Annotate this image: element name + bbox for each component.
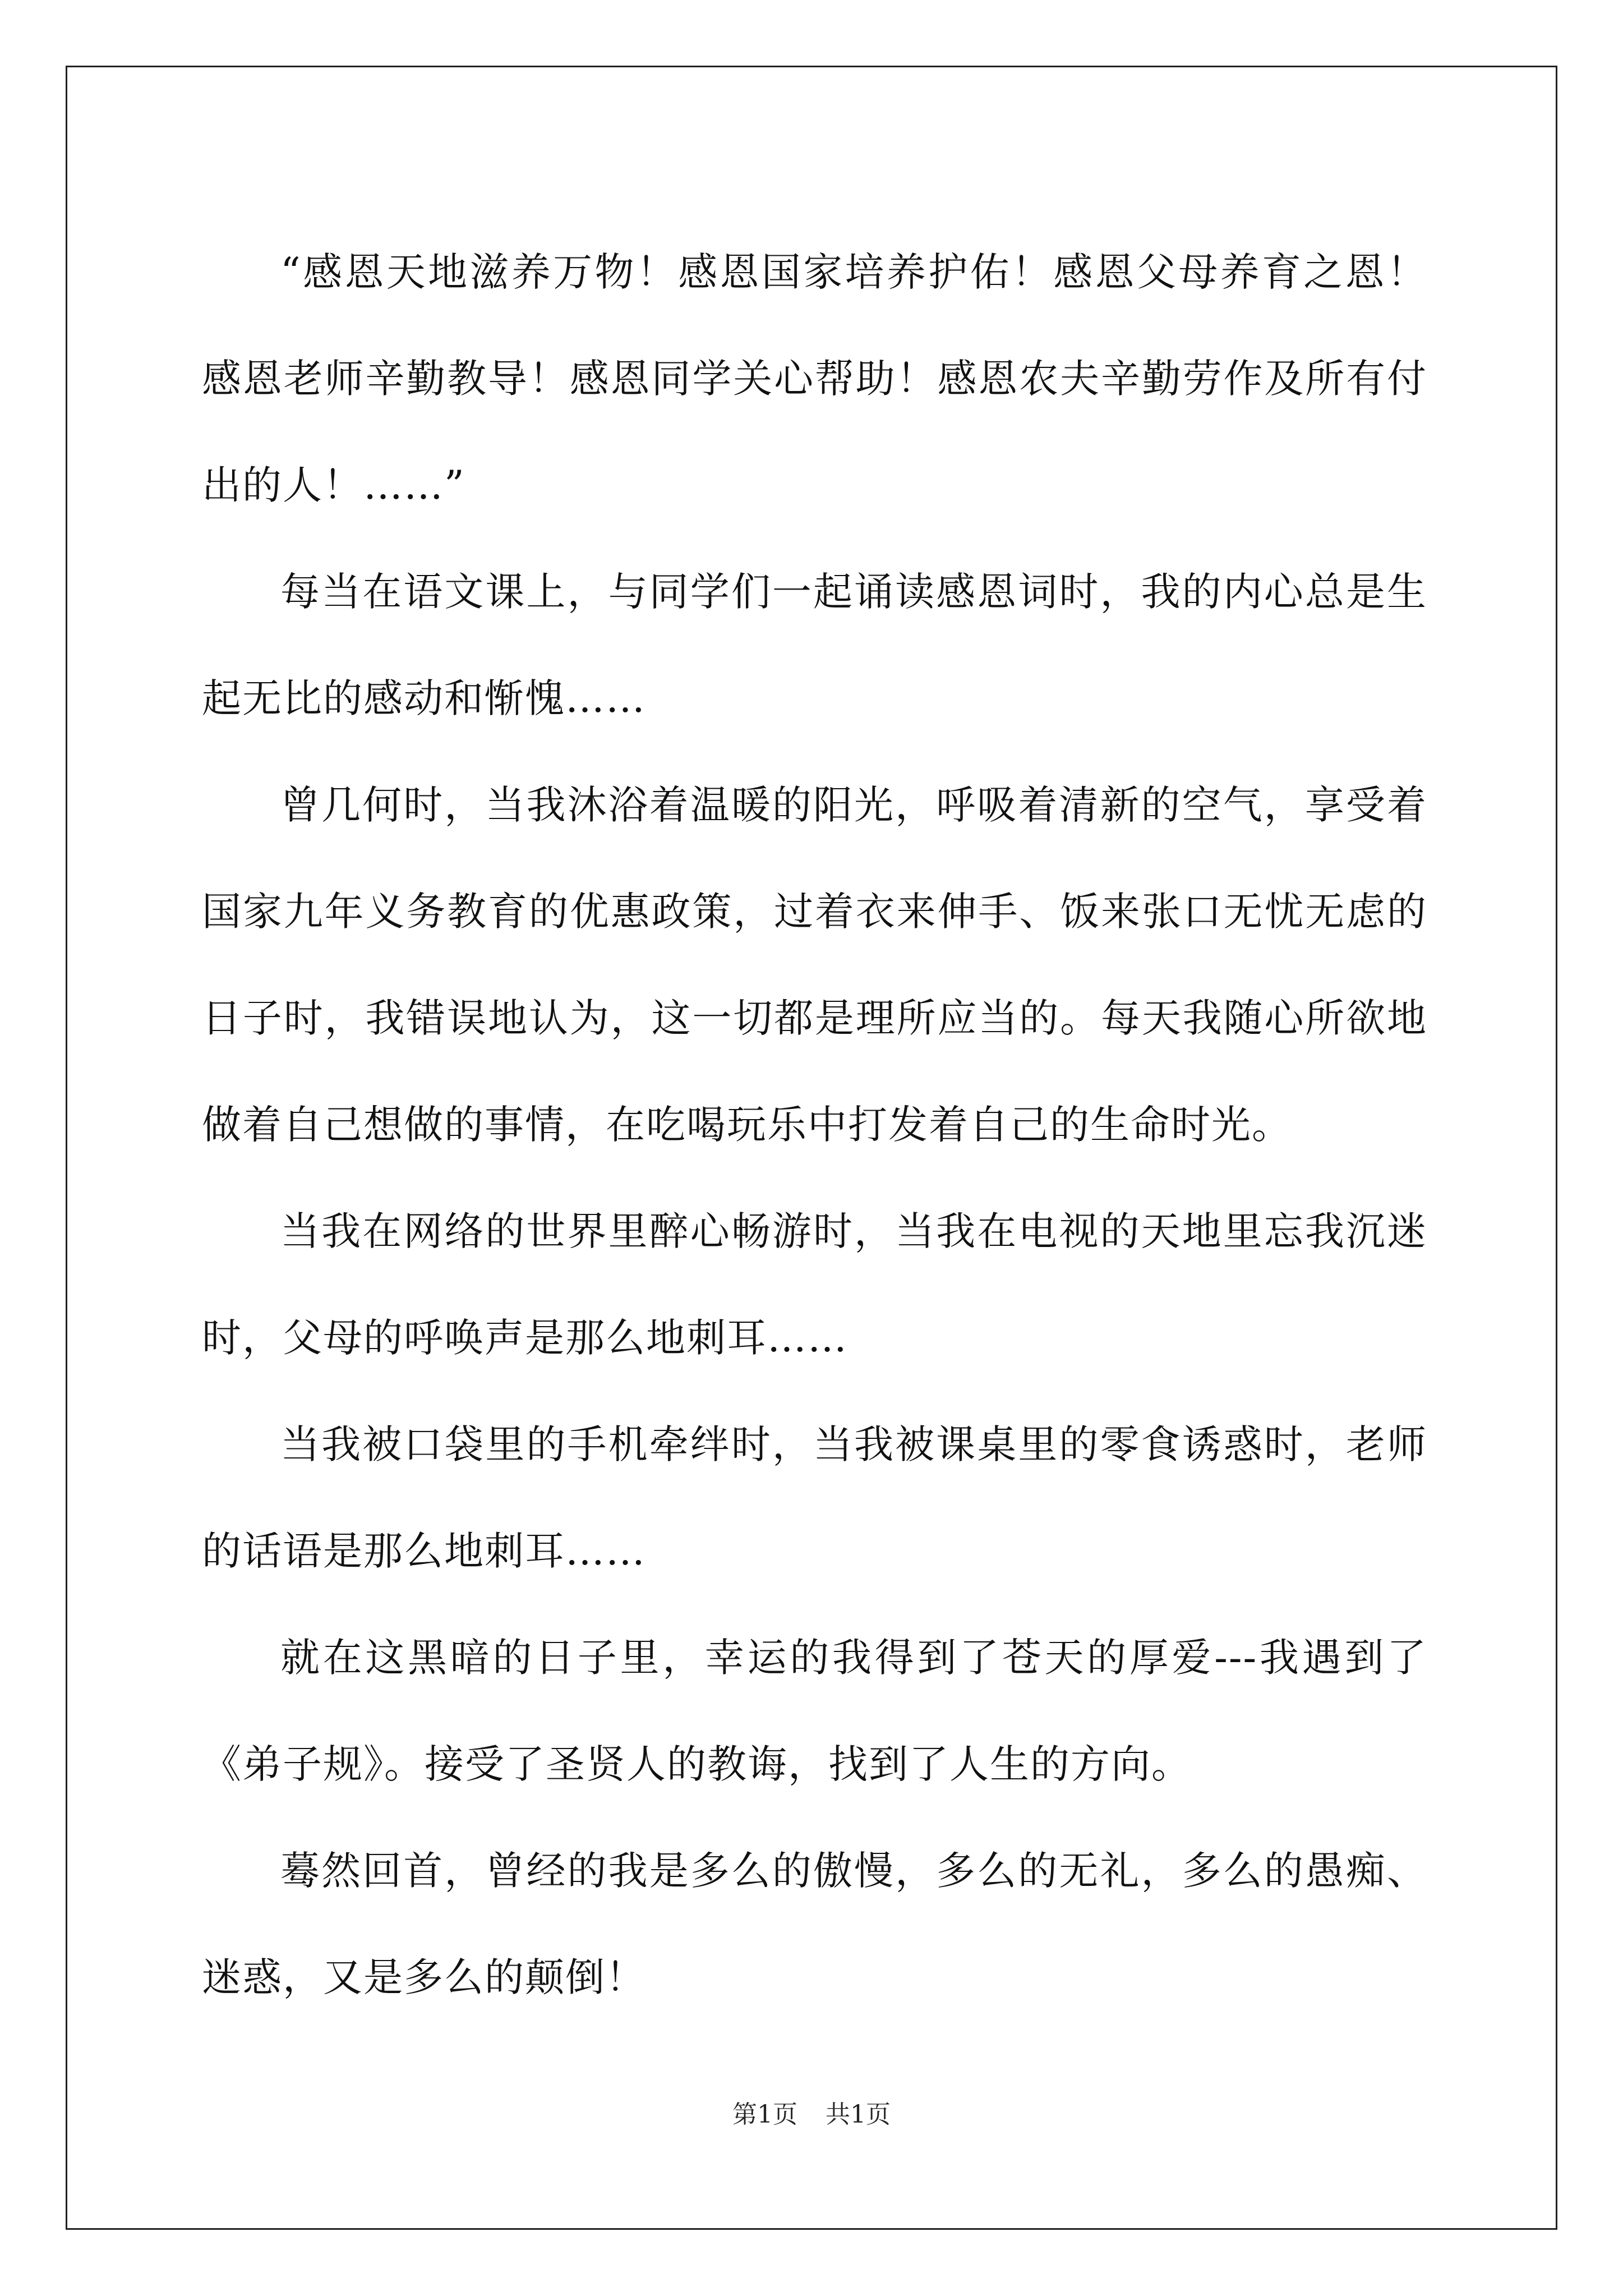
page-total: 共1页 (826, 2100, 891, 2129)
paragraph: 当我被口袋里的手机牵绊时，当我被课桌里的零食诱惑时，老师的话语是那么地刺耳…… (202, 1421, 1427, 1574)
paragraph: 就在这黑暗的日子里，幸运的我得到了苍天的厚爱---我遇到了《弟子规》。接受了圣贤人的教诲，找到了人生的方向。 (202, 1635, 1427, 1787)
page-number: 第1页 (732, 2100, 797, 2129)
document-body (202, 219, 1427, 2031)
paragraph: 每当在语文课上，与同学们一起诵读感恩词时，我的内心总是生起无比的感动和惭愧…… (202, 569, 1427, 721)
paragraph: 曾几何时，当我沐浴着温暖的阳光，呼吸着清新的空气，享受着国家九年义务教育的优惠政策，过着衣来伸手、饭来张口无忧无虑的日子时，我错误地认为，这一切都是理所应当的。每天我随心所欲地做着自己想做的事情，在吃喝玩乐中打发着自己的生命时光。 (202, 782, 1427, 1148)
paragraph: “感恩天地滋养万物！感恩国家培养护佑！感恩父母养育之恩！感恩老师辛勤教导！感恩同学关心帮助！感恩农夫辛勤劳作及所有付出的人！……” (202, 249, 1427, 508)
page-footer (0, 2098, 1623, 2132)
paragraph: 当我在网络的世界里醉心畅游时，当我在电视的天地里忘我沉迷时，父母的呼唤声是那么地刺耳…… (202, 1208, 1427, 1361)
paragraph: 蓦然回首，曾经的我是多么的傲慢，多么的无礼，多么的愚痴、迷惑，又是多么的颠倒！ (202, 1848, 1427, 2000)
